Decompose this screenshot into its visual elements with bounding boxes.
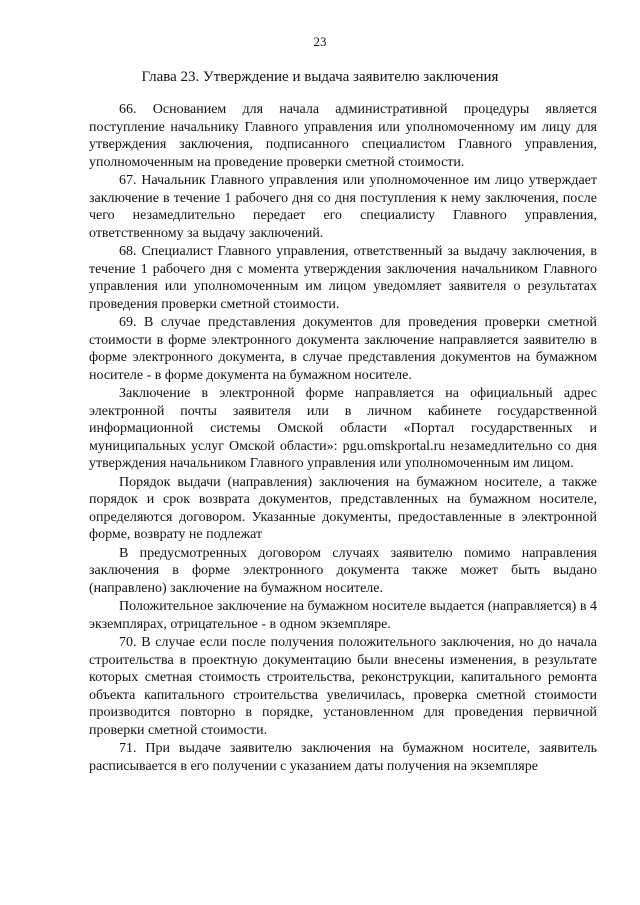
chapter-title: Глава 23. Утверждение и выдача заявителю заключения xyxy=(141,69,499,85)
paragraph-71: 71. При выдаче заявителю заключения на бумажном носителе, заявитель расписывается в его получении с указанием даты получения на экземпляре xyxy=(89,741,597,774)
document-body xyxy=(89,101,597,776)
paragraph-contract-cases: В предусмотренных договором случаях заявителю помимо направления заключения в форме электронного документа также может быть выдано (направлено) заключение на бумажном носителе. xyxy=(89,545,597,596)
paragraph-paper-procedure: Порядок выдачи (направления) заключения на бумажном носителе, а также порядок и срок возврата документов, представленных на бумажном носителе, определяются договором. Указанные документы, предоставленные в электронной форме, возврату не подлежат xyxy=(89,474,597,542)
paragraph-70: 70. В случае если после получения положительного заключения, но до начала строительства в проектную документацию были внесены изменения, в результате которых сметная стоимость строительства, реконструкции, капитального ремонта объекта капитального строительства увеличилась, проверка сметной стоимости производится повторно в порядке, установленном для проведения первичной проверки сметной стоимости. xyxy=(89,635,597,738)
paragraph-68: 68. Специалист Главного управления, ответственный за выдачу заключения, в течение 1 рабочего дня с момента утверждения заключения начальником Главного управления или уполномоченным им лицом уведомляет заявителя о результатах проведения проверки сметной стоимости. xyxy=(89,244,597,312)
paragraph-69: 69. В случае представления документов для проведения проверки сметной стоимости в форме электронного документа заключение направляется заявителю в форме электронного документа, в случае представления документов на бумажном носителе - в форме документа на бумажном носителе. xyxy=(89,315,597,383)
paragraph-electronic-form: Заключение в электронной форме направляется на официальный адрес электронной почты заявителя или в личном кабинете государственной информационной системы Омской области «Портал государственных и муниципальных услуг Омской области»: pgu.omskportal.ru незамедлительно со дня утверждения начальником Главного управления или уполномоченным им лицом. xyxy=(89,386,597,471)
paragraph-67: 67. Начальник Главного управления или уполномоченное им лицо утверждает заключение в течение 1 рабочего дня со дня поступления к нему заключения, после чего незамедлительно передает его специалисту Главного управления, ответственному за выдачу заключений. xyxy=(89,173,597,241)
paragraph-copies: Положительное заключение на бумажном носителе выдается (направляется) в 4 экземплярах, отрицательное - в одном экземпляре. xyxy=(89,599,597,632)
paragraph-66: 66. Основанием для начала административной процедуры является поступление начальнику Главного управления или уполномоченному им лицу для утверждения заключения, подписанного специалистом Главного управления, уполномоченным на проведение проверки сметной стоимости. xyxy=(89,102,597,170)
page-number: 23 xyxy=(313,34,327,49)
